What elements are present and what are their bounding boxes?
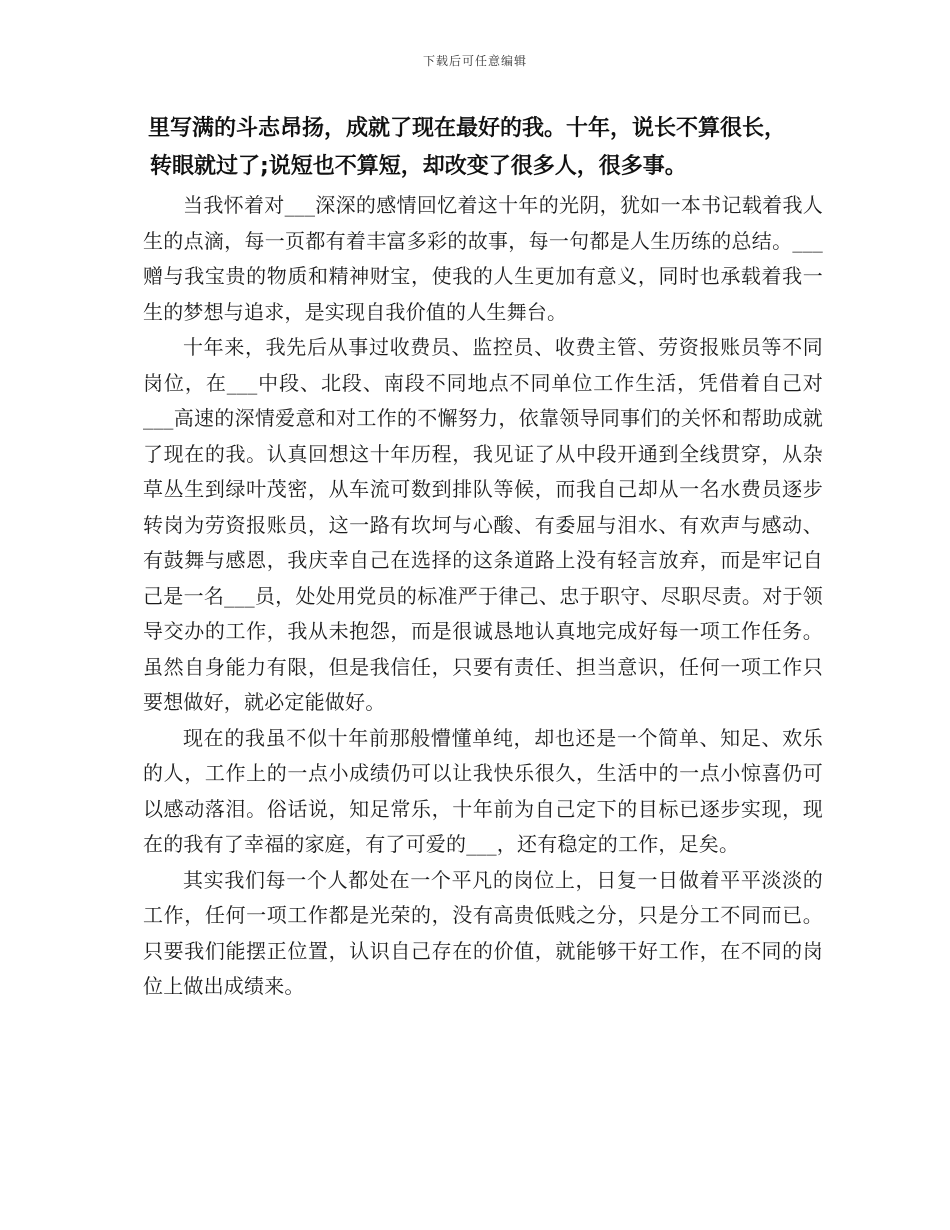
paragraph-2: 十年来，我先后从事过收费员、监控员、收费主管、劳资报账员等不同岗位，在___中段、北段、南段不同地点不同单位工作生活，凭借着自己对___高速的深情爱意和对工作的不懈努力，依靠领导同事们的关怀和帮助成就了现在的我。认真回想这十年历程，我见证了从中段开通到全线贯穿，从杂草丛生到绿叶茂密，从车流可数到排队等候，而我自己却从一名水费员逐步转岗为劳资报账员，这一路有坎坷与心酸、有委屈与泪水、有欢声与感动、有鼓舞与感恩，我庆幸自己在选择的这条道路上没有轻言放弃，而是牢记自己是一名___员，处处用党员的标准严于律己、忠于职守、尽职尽责。对于领导交办的工作，我从未抱怨，而是很诚恳地认真地完成好每一项工作任务。虽然自身能力有限，但是我信任，只要有责任、担当意识，任何一项工作只要想做好，就必定能做好。	[143, 335, 823, 714]
body-text	[143, 188, 823, 1005]
paragraph-4: 其实我们每一个人都处在一个平凡的岗位上，日复一日做着平平淡淡的工作，任何一项工作都是光荣的，没有高贵低贱之分，只是分工不同而已。只要我们能摆正位置，认识自己存在的价值，就能够干好工作，在不同的岗位上做出成绩来。	[143, 867, 823, 998]
paragraph-3: 现在的我虽不似十年前那般懵懂单纯，却也还是一个简单、知足、欢乐的人，工作上的一点小成绩仍可以让我快乐很久，生活中的一点小惊喜仍可以感动落泪。俗话说，知足常乐，十年前为自己定下的目标已逐步实现，现在的我有了幸福的家庭，有了可爱的___，还有稳定的工作，足矣。	[143, 725, 823, 856]
lead-line-2: 转眼就过了;说短也不算短，却改变了很多人，很多事。	[150, 154, 687, 179]
lead-heading	[148, 110, 828, 186]
header-note: 下载后可任意编辑	[422, 54, 527, 68]
lead-line-1: 里写满的斗志昂扬，成就了现在最好的我。十年，说长不算很长，	[148, 116, 787, 141]
paragraph-1: 当我怀着对___深深的感情回忆着这十年的光阴，犹如一本书记载着我人生的点滴，每一页都有着丰富多彩的故事，每一句都是人生历练的总结。___赠与我宝贵的物质和精神财宝，使我的人生更加有意义，同时也承载着我一生的梦想与追求，是实现自我价值的人生舞台。	[143, 193, 823, 324]
